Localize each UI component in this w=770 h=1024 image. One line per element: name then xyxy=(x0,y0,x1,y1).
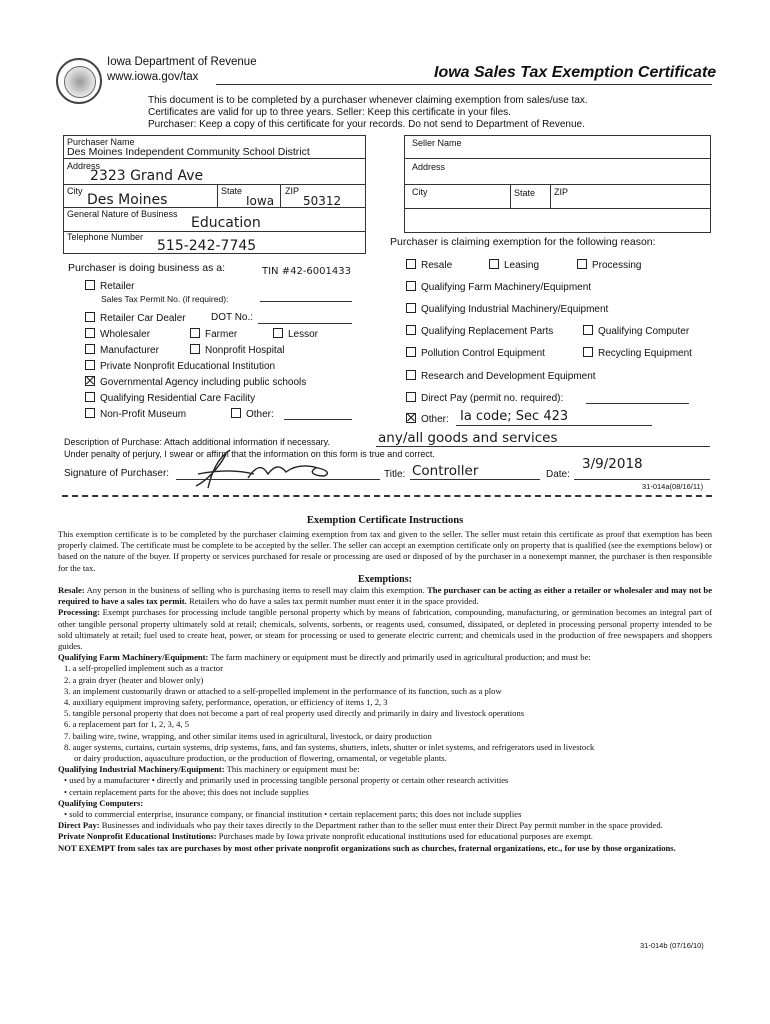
recycling-label: Recycling Equipment xyxy=(598,348,692,359)
divider xyxy=(217,184,218,207)
seller-name-label: Seller Name xyxy=(412,138,462,148)
divider xyxy=(510,184,511,208)
industrial-paragraph xyxy=(58,764,712,775)
retailer-label: Retailer xyxy=(100,281,135,292)
checkbox-government[interactable] xyxy=(85,376,306,388)
wholesaler-label: Wholesaler xyxy=(100,329,151,340)
farm-item: 1. a self-propelled implement such as a tractor xyxy=(64,663,223,674)
checkbox-research[interactable] xyxy=(406,370,596,382)
divider xyxy=(63,207,366,208)
instructions-body xyxy=(58,529,712,854)
purchaser-signature[interactable] xyxy=(178,446,348,491)
farmer-label: Farmer xyxy=(205,329,238,340)
tin-number[interactable]: TIN #42-6001433 xyxy=(262,266,351,277)
computers-term: Qualifying Computers: xyxy=(58,797,144,808)
purchaser-name[interactable]: Des Moines Independent Community School District xyxy=(67,146,310,158)
farm-item: 2. a grain dryer (heater and blower only) xyxy=(64,674,204,685)
instructions-heading: Exemption Certificate Instructions xyxy=(306,515,464,526)
checkbox-lessor[interactable] xyxy=(273,328,318,340)
other-business-label: Other: xyxy=(246,409,274,420)
museum-label: Non-Profit Museum xyxy=(100,409,187,420)
divider xyxy=(63,158,366,159)
divider xyxy=(63,184,366,185)
intro-line-1: This document is to be completed by a purchaser whenever claiming exemption from sales/use tax. xyxy=(148,95,588,106)
checkbox-manufacturer[interactable] xyxy=(85,344,159,356)
farm-text: The farm machinery or equipment must be directly and primarily used in agricultural production; and must be: xyxy=(208,652,591,663)
checkbox-wholesaler[interactable] xyxy=(85,328,150,340)
dot-field[interactable] xyxy=(258,323,352,324)
computer-label: Qualifying Computer xyxy=(598,326,690,337)
checkbox-processing[interactable] xyxy=(577,259,641,271)
form-number-top: 31-014a(08/16/11) xyxy=(642,482,704,491)
purchaser-state-label: State xyxy=(221,186,243,196)
farm-item: 8. auger systems, curtains, curtain systems, drip systems, fans, and fan systems, shutters, inlets, shutter or inlet systems, and refrigerators used in livestock xyxy=(64,741,595,752)
divider xyxy=(410,479,540,480)
leasing-label: Leasing xyxy=(504,260,540,271)
other-reason-value[interactable]: Ia code; Sec 423 xyxy=(460,409,569,424)
checkbox-leasing[interactable] xyxy=(489,259,539,271)
resale-note: The purchaser can be acting as either a retailer or wholesaler and may not be required to have a sales tax permit. xyxy=(58,585,713,607)
checkbox-museum[interactable] xyxy=(85,408,186,420)
seller-address-label: Address xyxy=(412,162,446,172)
instructions-intro: This exemption certificate is to be completed by the purchaser claiming exemption from tax and given to the seller. The seller must retain this certificate as proof that exemption has been properly claimed. The certificate must be complete to be accepted by the seller. The seller can accept an exemption certificate only on property that is qualified (see the exemptions below) or based on the nature of the buyer. If property or services purchased for resale or processing are used or disposed of by the purchaser in a nonexempt manner, the purchaser is then responsible for the tax. xyxy=(58,529,712,573)
checkbox-retailer[interactable] xyxy=(85,280,134,292)
checkbox-farm[interactable] xyxy=(406,281,591,293)
purchaser-name-label: Purchaser Name xyxy=(67,137,135,147)
sales-permit-field[interactable] xyxy=(260,301,352,302)
direct-pay-term: Direct Pay: xyxy=(58,820,100,831)
divider xyxy=(404,184,711,185)
purchaser-zip[interactable]: 50312 xyxy=(303,194,342,208)
industrial-text: This machinery or equipment must be: xyxy=(224,764,360,775)
perjury-statement: Under penalty of perjury, I swear or affirm that the information on this form is true and correct. xyxy=(64,449,435,459)
seller-state-label: State xyxy=(514,188,536,198)
form-title: Iowa Sales Tax Exemption Certificate xyxy=(434,64,717,81)
resale-label: Resale xyxy=(421,260,453,271)
checkbox-industrial[interactable] xyxy=(406,303,608,315)
processing-paragraph xyxy=(58,607,712,652)
date-label: Date: xyxy=(546,469,570,480)
checkbox-farmer[interactable] xyxy=(190,328,237,340)
research-label: Research and Development Equipment xyxy=(421,371,596,382)
resale-text-2: Retailers who do have a sales tax permit number must enter it in the space provided. xyxy=(186,596,479,607)
agency-name: Iowa Department of Revenue xyxy=(107,56,257,68)
reason-heading: Purchaser is claiming exemption for the following reason: xyxy=(390,236,656,248)
intro-line-3: Purchaser: Keep a copy of this certificate for your records. Do not send to Department of Revenue. xyxy=(148,119,585,130)
dot-label: DOT No.: xyxy=(211,312,254,323)
industrial-label: Qualifying Industrial Machinery/Equipment xyxy=(421,304,609,315)
divider xyxy=(550,184,551,208)
government-label: Governmental Agency including public schools xyxy=(100,377,307,388)
intro-line-2: Certificates are valid for up to three years. Seller: Keep this certificate in your files. xyxy=(148,107,511,118)
pollution-label: Pollution Control Equipment xyxy=(421,348,545,359)
purchaser-state[interactable]: Iowa xyxy=(246,194,275,208)
signature-label: Signature of Purchaser: xyxy=(64,468,170,479)
checkbox-recycling[interactable] xyxy=(583,347,692,359)
description-value[interactable]: any/all goods and services xyxy=(378,430,558,446)
private-nonprofit-term: Private Nonprofit Educational Institutions: xyxy=(58,831,217,842)
purchaser-zip-label: ZIP xyxy=(285,186,300,196)
industrial-item: • used by a manufacturer • directly and primarily used in processing tangible personal property or certain other research activities xyxy=(64,775,509,786)
purchaser-address[interactable]: 2323 Grand Ave xyxy=(90,168,204,184)
farm-item: 5. tangible personal property that does not become a part of real property used directly and primarily in dairy and livestock operations xyxy=(64,708,525,719)
divider xyxy=(376,446,710,447)
checkbox-computer[interactable] xyxy=(583,325,689,337)
checkbox-car-dealer[interactable] xyxy=(85,312,186,324)
phone-label: Telephone Number xyxy=(67,232,144,242)
cut-line xyxy=(62,495,712,497)
divider xyxy=(280,184,281,207)
direct-pay-field[interactable] xyxy=(586,403,689,404)
direct-pay-paragraph xyxy=(58,820,712,831)
residential-care-label: Qualifying Residential Care Facility xyxy=(100,393,256,404)
date-value[interactable]: 3/9/2018 xyxy=(582,456,643,472)
agency-url[interactable]: www.iowa.gov/tax xyxy=(107,71,199,83)
divider xyxy=(176,479,380,480)
direct-pay-label: Direct Pay (permit no. required): xyxy=(421,393,564,404)
farm-label: Qualifying Farm Machinery/Equipment xyxy=(421,282,592,293)
farm-item: 3. an implement customarily drawn or attached to a self-propelled implement in the performance of its function, such as a plow xyxy=(64,685,502,696)
checkbox-residential-care[interactable] xyxy=(85,392,255,404)
checkbox-other-reason[interactable] xyxy=(406,413,449,425)
processing-term: Processing: xyxy=(58,607,100,618)
title-label: Title: xyxy=(384,469,406,480)
farm-item: or dairy production, aquaculture production, or the production of flowering, ornamental, or vegetable plants. xyxy=(74,753,447,764)
checkbox-pollution[interactable] xyxy=(406,347,545,359)
form-number-bottom: 31-014b (07/16/10) xyxy=(640,941,704,950)
state-seal-logo xyxy=(56,58,102,104)
farm-item: 6. a replacement part for 1, 2, 3, 4, 5 xyxy=(64,719,190,730)
purchaser-address-label: Address xyxy=(67,161,101,171)
checkbox-resale[interactable] xyxy=(406,259,452,271)
industrial-term: Qualifying Industrial Machinery/Equipment: xyxy=(58,764,225,775)
processing-text: Exempt purchases for processing include tangible personal property which by means of fabrication, compounding, manufacturing, or germination becomes an integral part of other tangible personal property ultimately sold at retail; chemicals, solvents, sorbents, or reagents used, consumed, dissipated, or depleted in processing personal property intended to be sold ultimately at retail; fuel used to create heat, power, or steam for processing or used to generate electric current; and chemicals used in the production of free newspapers and shoppers guides. xyxy=(58,607,712,652)
seller-zip-label: ZIP xyxy=(554,187,569,197)
purchaser-city[interactable]: Des Moines xyxy=(87,192,168,208)
nonprofit-hospital-label: Nonprofit Hospital xyxy=(205,345,285,356)
phone-number[interactable]: 515-242-7745 xyxy=(157,238,257,254)
seller-city-label: City xyxy=(412,187,428,197)
computers-item: • sold to commercial enterprise, insurance company, or financial institution • certain replacement parts; this does not include supplies xyxy=(64,809,522,820)
private-nonprofit-paragraph xyxy=(58,831,712,842)
resale-text: Any person in the business of selling who is purchasing items to resell may claim this exemption. xyxy=(84,585,428,596)
industrial-item: • certain replacement parts for the above; this does not include supplies xyxy=(64,786,309,797)
not-exempt-paragraph: NOT EXEMPT from sales tax are purchases by most other private nonprofit organizations such as churches, fraternal organizations, etc., for use by those organizations. xyxy=(58,842,676,853)
business-nature-label: General Nature of Business xyxy=(67,209,178,219)
checkbox-direct-pay[interactable] xyxy=(406,392,563,404)
business-type-heading: Purchaser is doing business as a: xyxy=(68,262,226,274)
private-nonprofit-label: Private Nonprofit Educational Institution xyxy=(100,361,276,372)
checkbox-private-nonprofit[interactable] xyxy=(85,360,275,372)
private-nonprofit-text: Purchases made by Iowa private nonprofit educational institutions used for educational purposes are exempt. xyxy=(216,831,593,842)
farm-paragraph xyxy=(58,652,712,663)
divider xyxy=(456,425,652,426)
other-business-field[interactable] xyxy=(284,419,352,420)
sales-permit-label: Sales Tax Permit No. (if required): xyxy=(101,294,229,304)
checkbox-other-business[interactable] xyxy=(231,408,274,420)
other-reason-label: Other: xyxy=(421,414,449,425)
checkbox-replacement[interactable] xyxy=(406,325,553,337)
farm-item: 7. bailing wire, twine, wrapping, and other similar items used in agricultural, livestock, or dairy production xyxy=(64,730,432,741)
divider xyxy=(574,479,710,480)
lessor-label: Lessor xyxy=(288,329,319,340)
divider xyxy=(404,208,711,209)
business-nature[interactable]: Education xyxy=(191,215,261,231)
car-dealer-label: Retailer Car Dealer xyxy=(100,313,186,324)
header-rule xyxy=(216,84,712,85)
purchaser-city-label: City xyxy=(67,186,83,196)
checkbox-nonprofit-hospital[interactable] xyxy=(190,344,284,356)
resale-paragraph xyxy=(58,585,712,607)
exemptions-heading: Exemptions: xyxy=(358,573,412,585)
direct-pay-text: Businesses and individuals who pay their taxes directly to the Department rather than to the seller must enter their Direct Pay permit number in the space provided. xyxy=(99,820,663,831)
title-value[interactable]: Controller xyxy=(412,463,479,479)
processing-label: Processing xyxy=(592,260,642,271)
resale-term: Resale: xyxy=(58,585,85,596)
description-label: Description of Purchase: Attach additional information if necessary. xyxy=(64,437,330,447)
replacement-label: Qualifying Replacement Parts xyxy=(421,326,554,337)
farm-item: 4. auxiliary equipment improving safety, performance, operation, or efficiency of items 1, 2, 3 xyxy=(64,697,388,708)
manufacturer-label: Manufacturer xyxy=(100,345,159,356)
farm-term: Qualifying Farm Machinery/Equipment: xyxy=(58,652,209,663)
divider xyxy=(404,158,711,159)
